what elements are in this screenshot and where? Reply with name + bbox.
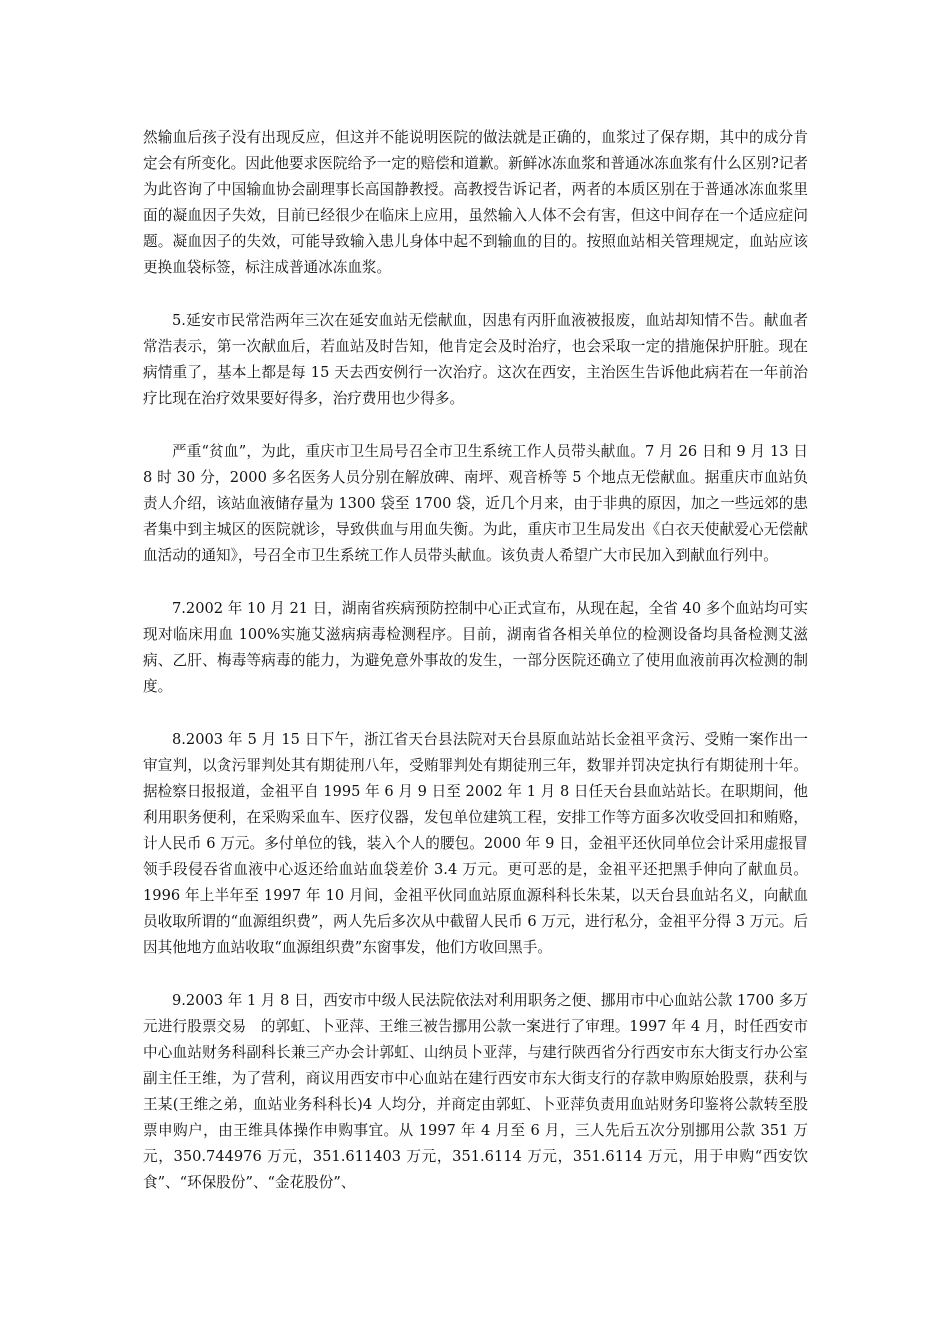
paragraph: 9.2003 年 1 月 8 日，西安市中级人民法院依法对利用职务之便、挪用市中心血站公款 1700 多万元进行股票交易 的郭虹、卜亚萍、王维三被告挪用公款一案进行了审理。1997 年 4 月，时任西安市中心血站财务科副科长兼三产办会计郭虹、山纳员卜亚萍，与建行陕西省分行西安市东大街支行办公室副主任王维，为了营利，商议用西安市中心血站在建行西安市东大街支行的存款申购原始股票，获利与王某(王维之弟，血站业务科科长)4 人均分，并商定由郭虹、卜亚萍负责用血站财务印鉴将公款转至股票申购户，由王维具体操作申购事宜。从 1997 年 4 月至 6 月，三人先后五次分别挪用公款 351 万元，350.744976 万元，351.611403 万元，351.6114 万元，351.6114 万元，用于申购“西安饮食”、“环保股份”、“金花股份”、	[143, 992, 808, 1191]
paragraph: 严重“贫血”，为此，重庆市卫生局号召全市卫生系统工作人员带头献血。7 月 26 日和 9 月 13 日 8 时 30 分，2000 多名医务人员分别在解放碑、南坪、观音桥等 5 个地点无偿献血。据重庆市血站负责人介绍，该站血液储存量为 1300 袋至 1700 袋，近几个月来，由于非典的原因，加之一些远郊的患者集中到主城区的医院就诊，导致供血与用血失衡。为此，重庆市卫生局发出《白衣天使献爱心无偿献血活动的通知》，号召全市卫生系统工作人员带头献血。该负责人希望广大市民加入到献血行列中。	[143, 443, 808, 564]
paragraph: 7.2002 年 10 月 21 日，湖南省疾病预防控制中心正式宣布，从现在起，全省 40 多个血站均可实现对临床用血 100%实施艾滋病病毒检测程序。目前，湖南省各相关单位的检测设备均具备检测艾滋病、乙肝、梅毒等病毒的能力，为避免意外事故的发生，一部分医院还确立了使用血液前再次检测的制度。	[143, 600, 808, 695]
document-body	[143, 125, 808, 1223]
paragraph: 5.延安市民常浩两年三次在延安血站无偿献血，因患有丙肝血液被报废，血站却知情不告。献血者常浩表示，第一次献血后，若血站及时告知，他肯定会及时治疗，也会采取一定的措施保护肝脏。现在病情重了，基本上都是每 15 天去西安例行一次治疗。这次在西安，主治医生告诉他此病若在一年前治疗比现在治疗效果要好得多，治疗费用也少得多。	[143, 312, 808, 407]
paragraph: 8.2003 年 5 月 15 日下午，浙江省天台县法院对天台县原血站站长金祖平贪污、受贿一案作出一审宣判，以贪污罪判处其有期徒刑八年，受贿罪判处有期徒刑三年，数罪并罚决定执行有期徒刑十年。据检察日报报道，金祖平自 1995 年 6 月 9 日至 2002 年 1 月 8 日任天台县血站站长。在职期间，他利用职务便利，在采购采血车、医疗仪器，发包单位建筑工程，安排工作等方面多次收受回扣和贿赂，计人民币 6 万元。多付单位的钱，装入个人的腰包。2000 年 9 日，金祖平还伙同单位会计采用虚报冒领手段侵吞省血液中心返还给血站血袋差价 3.4 万元。更可恶的是，金祖平还把黑手伸向了献血员。1996 年上半年至 1997 年 10 月间，金祖平伙同血站原血源科科长朱某，以天台县血站名义，向献血员收取所谓的“血源组织费”，两人先后多次从中截留人民币 6 万元，进行私分，金祖平分得 3 万元。后因其他地方血站收取“血源组织费”东窗事发，他们方收回黑手。	[143, 731, 808, 956]
paragraph: 然输血后孩子没有出现反应，但这并不能说明医院的做法就是正确的，血浆过了保存期，其中的成分肯定会有所变化。因此他要求医院给予一定的赔偿和道歉。新鲜冰冻血浆和普通冰冻血浆有什么区别?记者为此咨询了中国输血协会副理事长高国静教授。高教授告诉记者，两者的本质区别在于普通冰冻血浆里面的凝血因子失效，目前已经很少在临床上应用，虽然输入人体不会有害，但这中间存在一个适应症问题。凝血因子的失效，可能导致输入患儿身体中起不到输血的目的。按照血站相关管理规定，血站应该更换血袋标签，标注成普通冰冻血浆。	[143, 129, 808, 276]
